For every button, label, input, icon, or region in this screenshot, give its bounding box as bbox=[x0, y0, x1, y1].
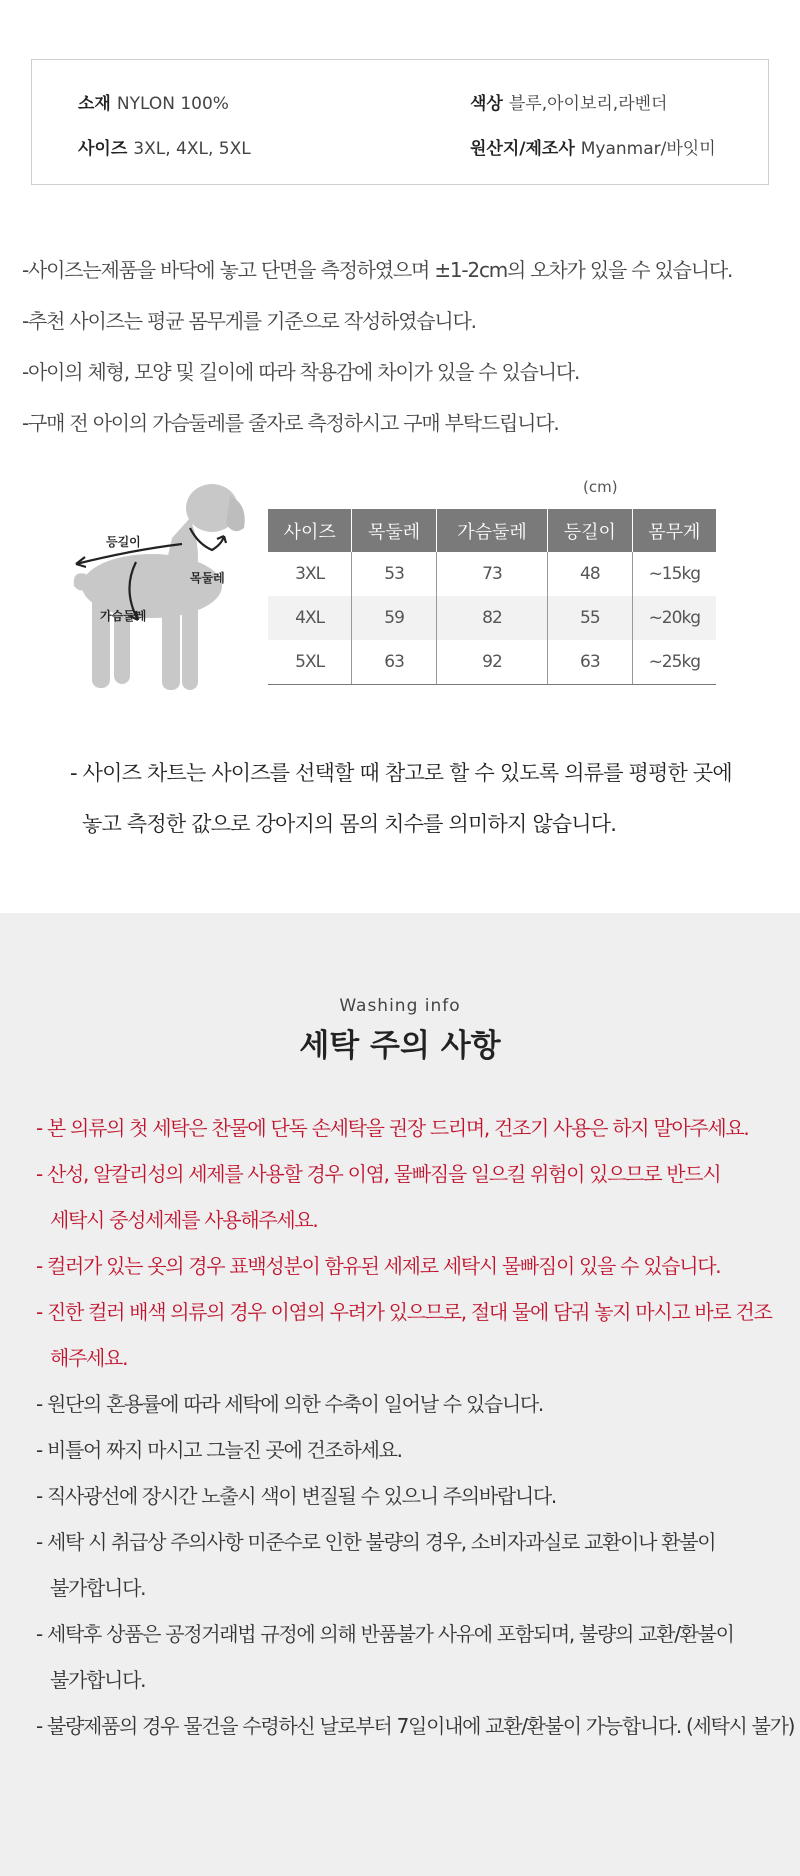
product-detail-section bbox=[0, 0, 800, 913]
color-value: 블루,아이보리,라벤더 bbox=[508, 94, 668, 114]
washing-title: 세탁 주의 사항 bbox=[299, 1028, 501, 1064]
table-cell: 55 bbox=[548, 596, 633, 640]
dog-measurement-illustration bbox=[62, 478, 262, 708]
table-row bbox=[268, 596, 716, 640]
size-note: -사이즈는제품을 바닥에 놓고 단면을 측정하였으며 ±1-2cm의 오차가 있을 수 있습니다. bbox=[22, 258, 733, 282]
size-table bbox=[268, 509, 716, 685]
size-note: -구매 전 아이의 가슴둘레를 줄자로 측정하시고 구매 부탁드립니다. bbox=[22, 411, 559, 435]
washing-warning-line: 세탁시 중성세제를 사용해주세요. bbox=[50, 1208, 318, 1232]
size-value: 3XL, 4XL, 5XL bbox=[133, 139, 251, 159]
size-note: -추천 사이즈는 평균 몸무게를 기준으로 작성하였습니다. bbox=[22, 309, 476, 333]
size-label: 사이즈 bbox=[78, 139, 128, 159]
chart-note-line: - 사이즈 차트는 사이즈를 선택할 때 참고로 할 수 있도록 의류를 평평한 곳에 bbox=[70, 761, 732, 785]
washing-warning-line: - 진한 컬러 배색 의류의 경우 이염의 우려가 있으므로, 절대 물에 담궈 놓지 마시고 바로 건조 bbox=[36, 1300, 772, 1324]
washing-instruction-line: - 불량제품의 경우 물건을 수령하신 날로부터 7일이내에 교환/환불이 가능합니다. (세탁시 불가) bbox=[36, 1714, 795, 1738]
table-cell: 53 bbox=[352, 552, 437, 596]
table-row bbox=[268, 640, 716, 685]
chest-label: 가슴둘레 bbox=[100, 609, 147, 623]
origin-label: 원산지/제조사 bbox=[470, 139, 575, 159]
table-cell: 59 bbox=[352, 596, 437, 640]
size-chart-note bbox=[70, 748, 732, 850]
header-neck: 목둘레 bbox=[352, 509, 437, 552]
table-cell: ~20kg bbox=[632, 596, 716, 640]
table-cell: 3XL bbox=[268, 552, 352, 596]
size-note: -아이의 체형, 모양 및 길이에 따라 착용감에 차이가 있을 수 있습니다. bbox=[22, 360, 580, 384]
back-length-label: 등길이 bbox=[106, 535, 141, 549]
table-cell: ~15kg bbox=[648, 564, 701, 584]
washing-instruction-line: - 세탁 시 취급상 주의사항 미준수로 인한 불량의 경우, 소비자과실로 교환이나 환불이 bbox=[36, 1530, 716, 1554]
header-back: 등길이 bbox=[548, 509, 633, 552]
washing-instruction-line: - 직사광선에 장시간 노출시 색이 변질될 수 있으니 주의바랍니다. bbox=[36, 1484, 556, 1508]
table-cell: 48 bbox=[548, 552, 633, 596]
table-cell: ~25kg bbox=[632, 640, 716, 685]
washing-instruction-line: 불가합니다. bbox=[50, 1576, 146, 1600]
color-label: 색상 bbox=[470, 94, 503, 114]
chart-note-line: 놓고 측정한 값으로 강아지의 몸의 치수를 의미하지 않습니다. bbox=[82, 812, 617, 836]
dog-silhouette-icon bbox=[74, 484, 245, 690]
washing-instruction-line: - 세탁후 상품은 공정거래법 규정에 의해 반품불가 사유에 포함되며, 불량의 교환/환불이 bbox=[36, 1622, 734, 1646]
table-cell: 92 bbox=[436, 640, 547, 685]
size-info bbox=[78, 134, 251, 159]
neck-label: 목둘레 bbox=[190, 571, 225, 585]
color-info bbox=[470, 89, 667, 114]
table-cell: 63 bbox=[352, 640, 437, 685]
washing-warning-line: - 본 의류의 첫 세탁은 찬물에 단독 손세탁을 권장 드리며, 건조기 사용은 하지 말아주세요. bbox=[36, 1116, 749, 1140]
size-notes bbox=[22, 250, 792, 454]
origin-value: Myanmar/바잇미 bbox=[580, 139, 716, 159]
origin-info bbox=[470, 134, 716, 159]
product-info-box bbox=[31, 59, 769, 185]
washing-warning-line: 해주세요. bbox=[50, 1346, 128, 1370]
table-cell: 73 bbox=[436, 552, 547, 596]
washing-warning-line: - 산성, 알칼리성의 세제를 사용할 경우 이염, 물빠짐을 일으킬 위험이 있으므로 반드시 bbox=[36, 1162, 721, 1186]
material-info bbox=[78, 89, 229, 114]
washing-subtitle: Washing info bbox=[339, 996, 461, 1016]
table-cell: 82 bbox=[436, 596, 547, 640]
table-cell: 5XL bbox=[268, 640, 352, 685]
washing-instruction-line: 불가합니다. bbox=[50, 1668, 146, 1692]
material-label: 소재 bbox=[78, 94, 111, 114]
header-weight: 몸무게 bbox=[632, 509, 716, 552]
size-table-unit: (cm) bbox=[583, 478, 618, 496]
table-cell: 4XL bbox=[268, 596, 352, 640]
washing-instruction-line: - 비틀어 짜지 마시고 그늘진 곳에 건조하세요. bbox=[36, 1438, 402, 1462]
table-cell: 63 bbox=[548, 640, 633, 685]
washing-warning-line: - 컬러가 있는 옷의 경우 표백성분이 함유된 세제로 세탁시 물빠짐이 있을 수 있습니다. bbox=[36, 1254, 721, 1278]
header-chest: 가슴둘레 bbox=[436, 509, 547, 552]
washing-instruction-line: - 원단의 혼용률에 따라 세탁에 의한 수축이 일어날 수 있습니다. bbox=[36, 1392, 543, 1416]
washing-info-section bbox=[0, 913, 800, 1876]
material-value: NYLON 100% bbox=[116, 94, 229, 114]
table-header-row bbox=[268, 509, 716, 552]
table-row bbox=[268, 552, 716, 596]
header-size: 사이즈 bbox=[268, 509, 352, 552]
washing-instructions bbox=[36, 1105, 795, 1749]
